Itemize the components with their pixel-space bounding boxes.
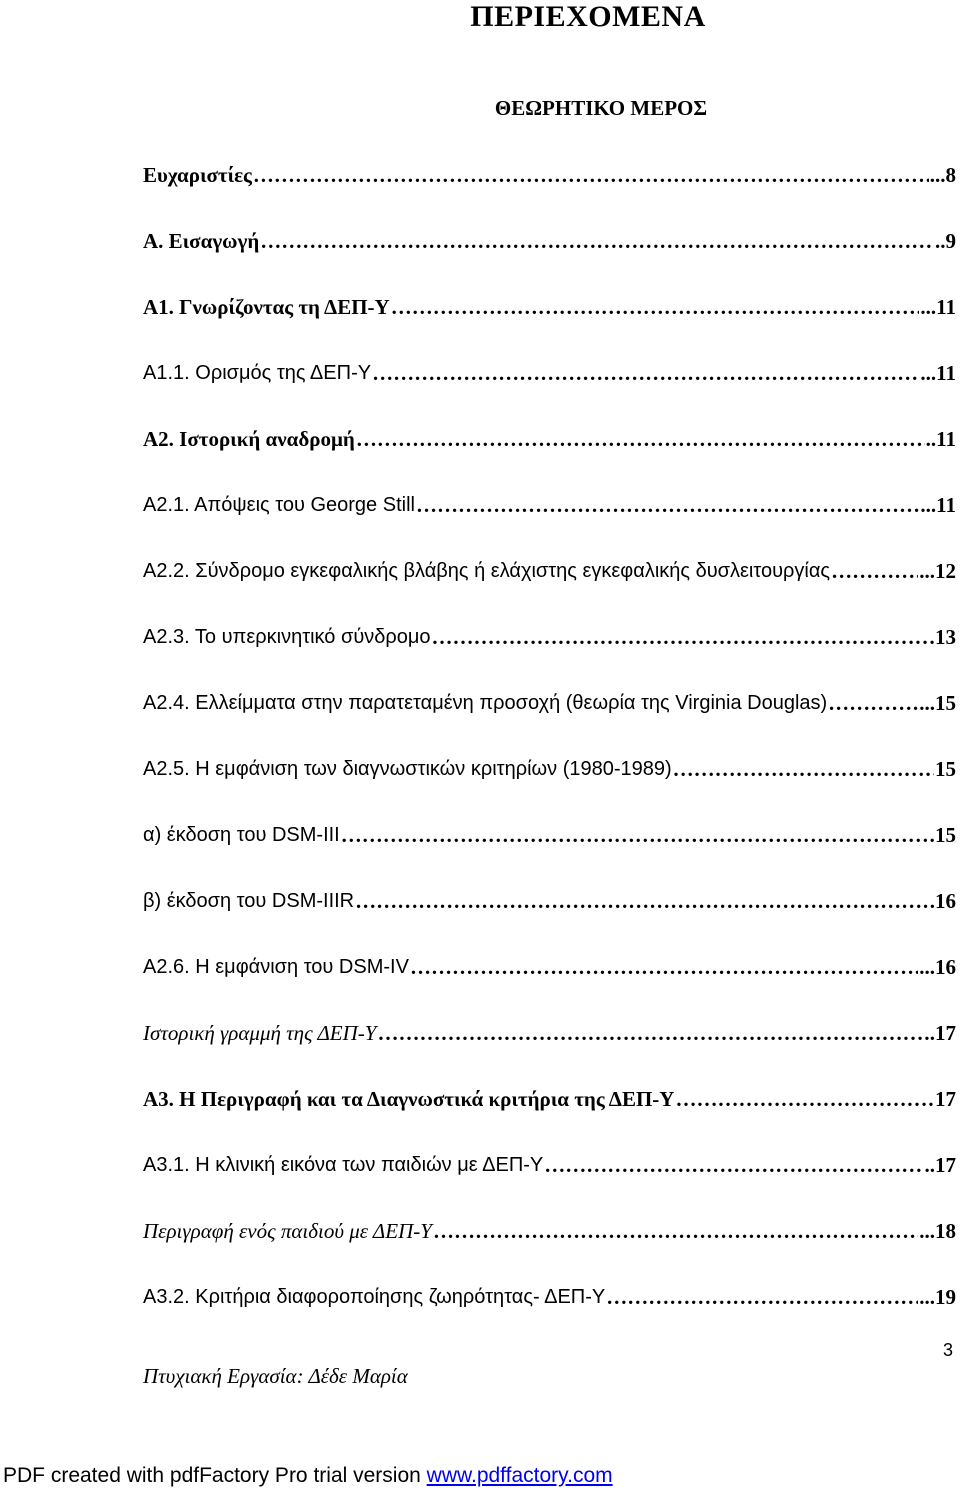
- dot-leader: [831, 559, 918, 583]
- toc-entry-history-line[interactable]: [143, 1017, 956, 1045]
- dot-leader: [410, 955, 918, 979]
- toc-entry-text: Α2. Ιστορική αναδρομή: [143, 427, 355, 451]
- toc-entry-text: Α1. Γνωρίζοντας τη ΔΕΠ-Υ: [143, 295, 390, 319]
- dot-leader: [260, 229, 934, 253]
- toc-entry-text: β) έκδοση του DSM-IIIR: [143, 890, 355, 912]
- toc-entry-a1[interactable]: [143, 291, 956, 319]
- dot-leader: [828, 691, 918, 715]
- toc-page-number: ...18: [919, 1219, 956, 1243]
- dot-leader: [433, 1219, 918, 1243]
- toc-page-number: ..9: [935, 229, 956, 253]
- section-title: ΘΕΩΡΗΤΙΚΟ ΜΕΡΟΣ: [494, 96, 708, 120]
- toc-entry-dsm-iiir[interactable]: [143, 885, 956, 913]
- dot-leader: [673, 757, 934, 781]
- page-number: 3: [943, 1340, 954, 1360]
- toc-page-number: ...11: [920, 295, 956, 319]
- toc-page-number: ...19: [919, 1285, 956, 1309]
- toc-entry-a3-1[interactable]: [143, 1149, 956, 1177]
- toc-entry-text: Α. Εισαγωγή: [143, 229, 260, 253]
- toc-page-number: ...11: [920, 493, 956, 517]
- dot-leader: [377, 1021, 928, 1045]
- toc-entry-text: α) έκδοση του DSM-III: [143, 824, 340, 846]
- toc-entry-a3-2[interactable]: [143, 1281, 956, 1309]
- toc-entry-text: Α2.6. Η εμφάνιση του DSM-IV: [143, 956, 409, 978]
- toc-entry-text: Ιστορική γραμμή της ΔΕΠ-Υ: [143, 1021, 377, 1045]
- toc-entry-a2-5[interactable]: [143, 753, 956, 781]
- dot-leader: [355, 889, 929, 913]
- toc-page-number: ..11: [925, 427, 956, 451]
- toc-page-number: ..17: [924, 1153, 956, 1177]
- toc-entry-a2-4[interactable]: [143, 687, 956, 715]
- toc-entry-a2-3[interactable]: [143, 621, 956, 649]
- toc-entry-acknowledgements[interactable]: [143, 159, 956, 187]
- dot-leader: [432, 625, 934, 649]
- pdffactory-link[interactable]: www.pdffactory.com: [426, 1464, 613, 1487]
- banner-text: PDF created with pdfFactory Pro trial version: [3, 1464, 427, 1487]
- toc-entry-a2-2[interactable]: [143, 555, 956, 583]
- dot-leader: [544, 1153, 923, 1177]
- toc-entry-a3[interactable]: [143, 1083, 956, 1111]
- dot-leader: [253, 163, 929, 187]
- dot-leader: [356, 427, 925, 451]
- toc-page-number: ...15: [919, 691, 956, 715]
- toc-page-number: .16: [929, 889, 956, 913]
- toc-page-number: ...11: [920, 361, 956, 385]
- toc-entry-introduction[interactable]: [143, 225, 956, 253]
- toc-entry-text: Α1.1. Ορισμός της ΔΕΠ-Υ: [143, 362, 372, 384]
- dot-leader: [606, 1285, 918, 1309]
- toc-entry-text: Α2.3. Το υπερκινητικό σύνδρομο: [143, 626, 431, 648]
- toc-page-number: ...8: [929, 163, 956, 187]
- toc-entry-text: Α2.5. Η εμφάνιση των διαγνωστικών κριτηρίων (1980-1989): [143, 758, 672, 780]
- toc-entry-a1-1[interactable]: [143, 357, 956, 385]
- toc-entry-text: Α3.2. Κριτήρια διαφοροποίησης ζωηρότητας- ΔΕΠ-Υ: [143, 1286, 606, 1308]
- dot-leader: [675, 1087, 934, 1111]
- toc-entry-text: Α3.1. Η κλινική εικόνα των παιδιών με ΔΕΠ-Υ: [143, 1154, 544, 1176]
- toc-entry-a2-1[interactable]: [143, 489, 956, 517]
- footer-author: Πτυχιακή Εργασία: Δέδε Μαρία: [143, 1364, 408, 1388]
- toc-entry-dsm-iii[interactable]: [143, 819, 956, 847]
- toc-entry-text: Α2.1. Απόψεις του George Still: [143, 494, 415, 516]
- toc-page-number: 13: [935, 625, 956, 649]
- toc-page-number: ...16: [919, 955, 956, 979]
- toc-page-number: 15: [935, 757, 956, 781]
- pdf-creator-banner: [3, 1464, 613, 1488]
- toc-entry-text: Ευχαριστίες: [143, 163, 252, 187]
- toc-entry-text: Περιγραφή ενός παιδιού με ΔΕΠ-Υ: [143, 1219, 432, 1243]
- dot-leader: [372, 361, 919, 385]
- dot-leader: [341, 823, 934, 847]
- toc-entry-text: Α2.4. Ελλείμματα στην παρατεταμένη προσοχή (θεωρία της Virginia Douglas): [143, 692, 828, 714]
- toc-page-number: 15: [935, 823, 956, 847]
- toc-entry-text: Α3. Η Περιγραφή και τα Διαγνωστικά κριτήρια της ΔΕΠ-Υ: [143, 1087, 675, 1111]
- toc-entry-a2-6[interactable]: [143, 951, 956, 979]
- page-title: ΠΕΡΙΕΧΟΜΕΝΑ: [470, 0, 706, 33]
- dot-leader: [416, 493, 919, 517]
- toc-page-number: 17: [935, 1087, 956, 1111]
- dot-leader: [391, 295, 920, 319]
- toc-page-number: .17: [929, 1021, 956, 1045]
- toc-page-number: ...12: [919, 559, 956, 583]
- toc-entry-a2[interactable]: [143, 423, 956, 451]
- toc-entry-text: Α2.2. Σύνδρομο εγκεφαλικής βλάβης ή ελάχιστης εγκεφαλικής δυσλειτουργίας: [143, 560, 831, 582]
- toc-entry-child-description[interactable]: [143, 1215, 956, 1243]
